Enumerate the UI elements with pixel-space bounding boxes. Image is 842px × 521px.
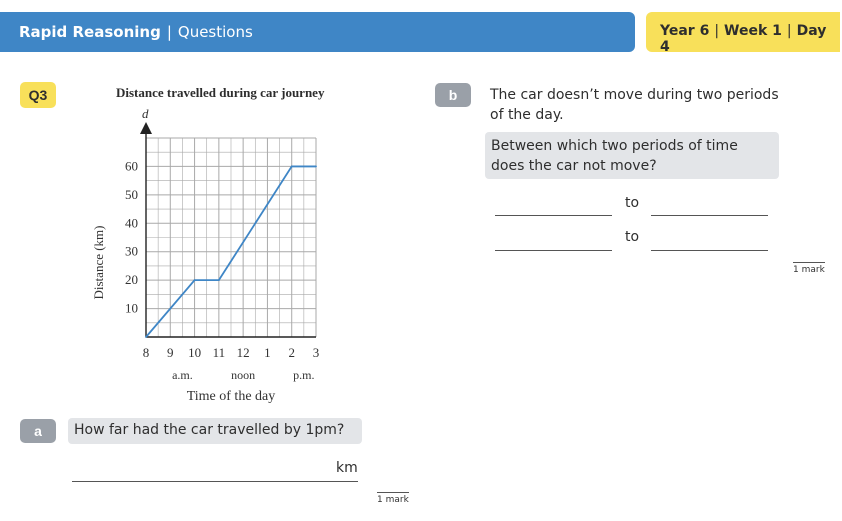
x-period-label: p.m. [293,368,315,382]
day-separator-1: | [714,23,720,39]
line-chart [85,100,335,410]
series-point [315,166,317,168]
x-period-label: a.m. [172,368,193,382]
year-label: Year 6 [660,23,710,39]
series-point [218,279,220,281]
y-axis-letter: d [142,106,149,121]
day-label: Day 4 [660,23,827,55]
x-tick-label: 12 [236,345,250,360]
x-tick-label: 3 [312,345,320,360]
y-tick-label: 10 [125,300,138,316]
part-b-prompt: Between which two periods of time does the car not move? [485,132,779,179]
series-point [291,166,293,168]
x-tick-label: 10 [188,345,202,360]
chart-title: Distance travelled during car journey [116,85,325,100]
x-tick-label: 2 [288,345,295,360]
x-tick-label: 8 [142,345,150,360]
part-b-answer-line-1-start[interactable] [495,215,612,216]
y-axis-title: Distance (km) [91,225,106,300]
y-tick-label: 40 [125,215,138,231]
header-bar [0,12,635,52]
header-subsection: Questions [177,23,253,41]
x-tick-label: 11 [212,345,226,360]
part-a-unit: km [336,460,358,476]
y-tick-label: 60 [125,158,138,174]
part-b-answer-line-2-end[interactable] [651,250,768,251]
y-tick-label: 20 [125,272,138,288]
header-separator: | [166,23,172,41]
question-number-badge: Q3 [20,82,56,108]
part-a-answer-line[interactable] [72,481,358,482]
x-axis-title: Time of the day [186,389,276,404]
part-a-prompt: How far had the car travelled by 1pm? [68,418,362,444]
x-tick-label: 1 [264,345,271,360]
day-separator-2: | [786,23,792,39]
series-point [145,336,147,338]
y-tick-label: 50 [125,186,138,202]
part-b-answer-line-1-end[interactable] [651,215,768,216]
day-badge [646,12,840,55]
y-tick-label: 30 [125,243,138,259]
header-title [19,23,253,41]
header-section: Rapid Reasoning [19,23,161,41]
week-label: Week 1 [724,23,782,39]
series-point [194,279,196,281]
part-b-stem: The car doesn’t move during two periods of the day. [490,87,779,123]
part-a-mark: 1 mark [377,492,409,505]
y-axis-arrow [140,122,152,134]
x-period-label: noon [231,368,256,382]
part-b-answer-line-2-start[interactable] [495,250,612,251]
part-b-badge: b [435,83,471,107]
part-b-mark: 1 mark [793,262,825,275]
part-a-badge: a [20,419,56,443]
part-b-to-label-2: to [625,229,640,245]
day-text [660,23,840,55]
x-tick-label: 9 [167,345,174,360]
part-b-to-label-1: to [625,195,640,211]
